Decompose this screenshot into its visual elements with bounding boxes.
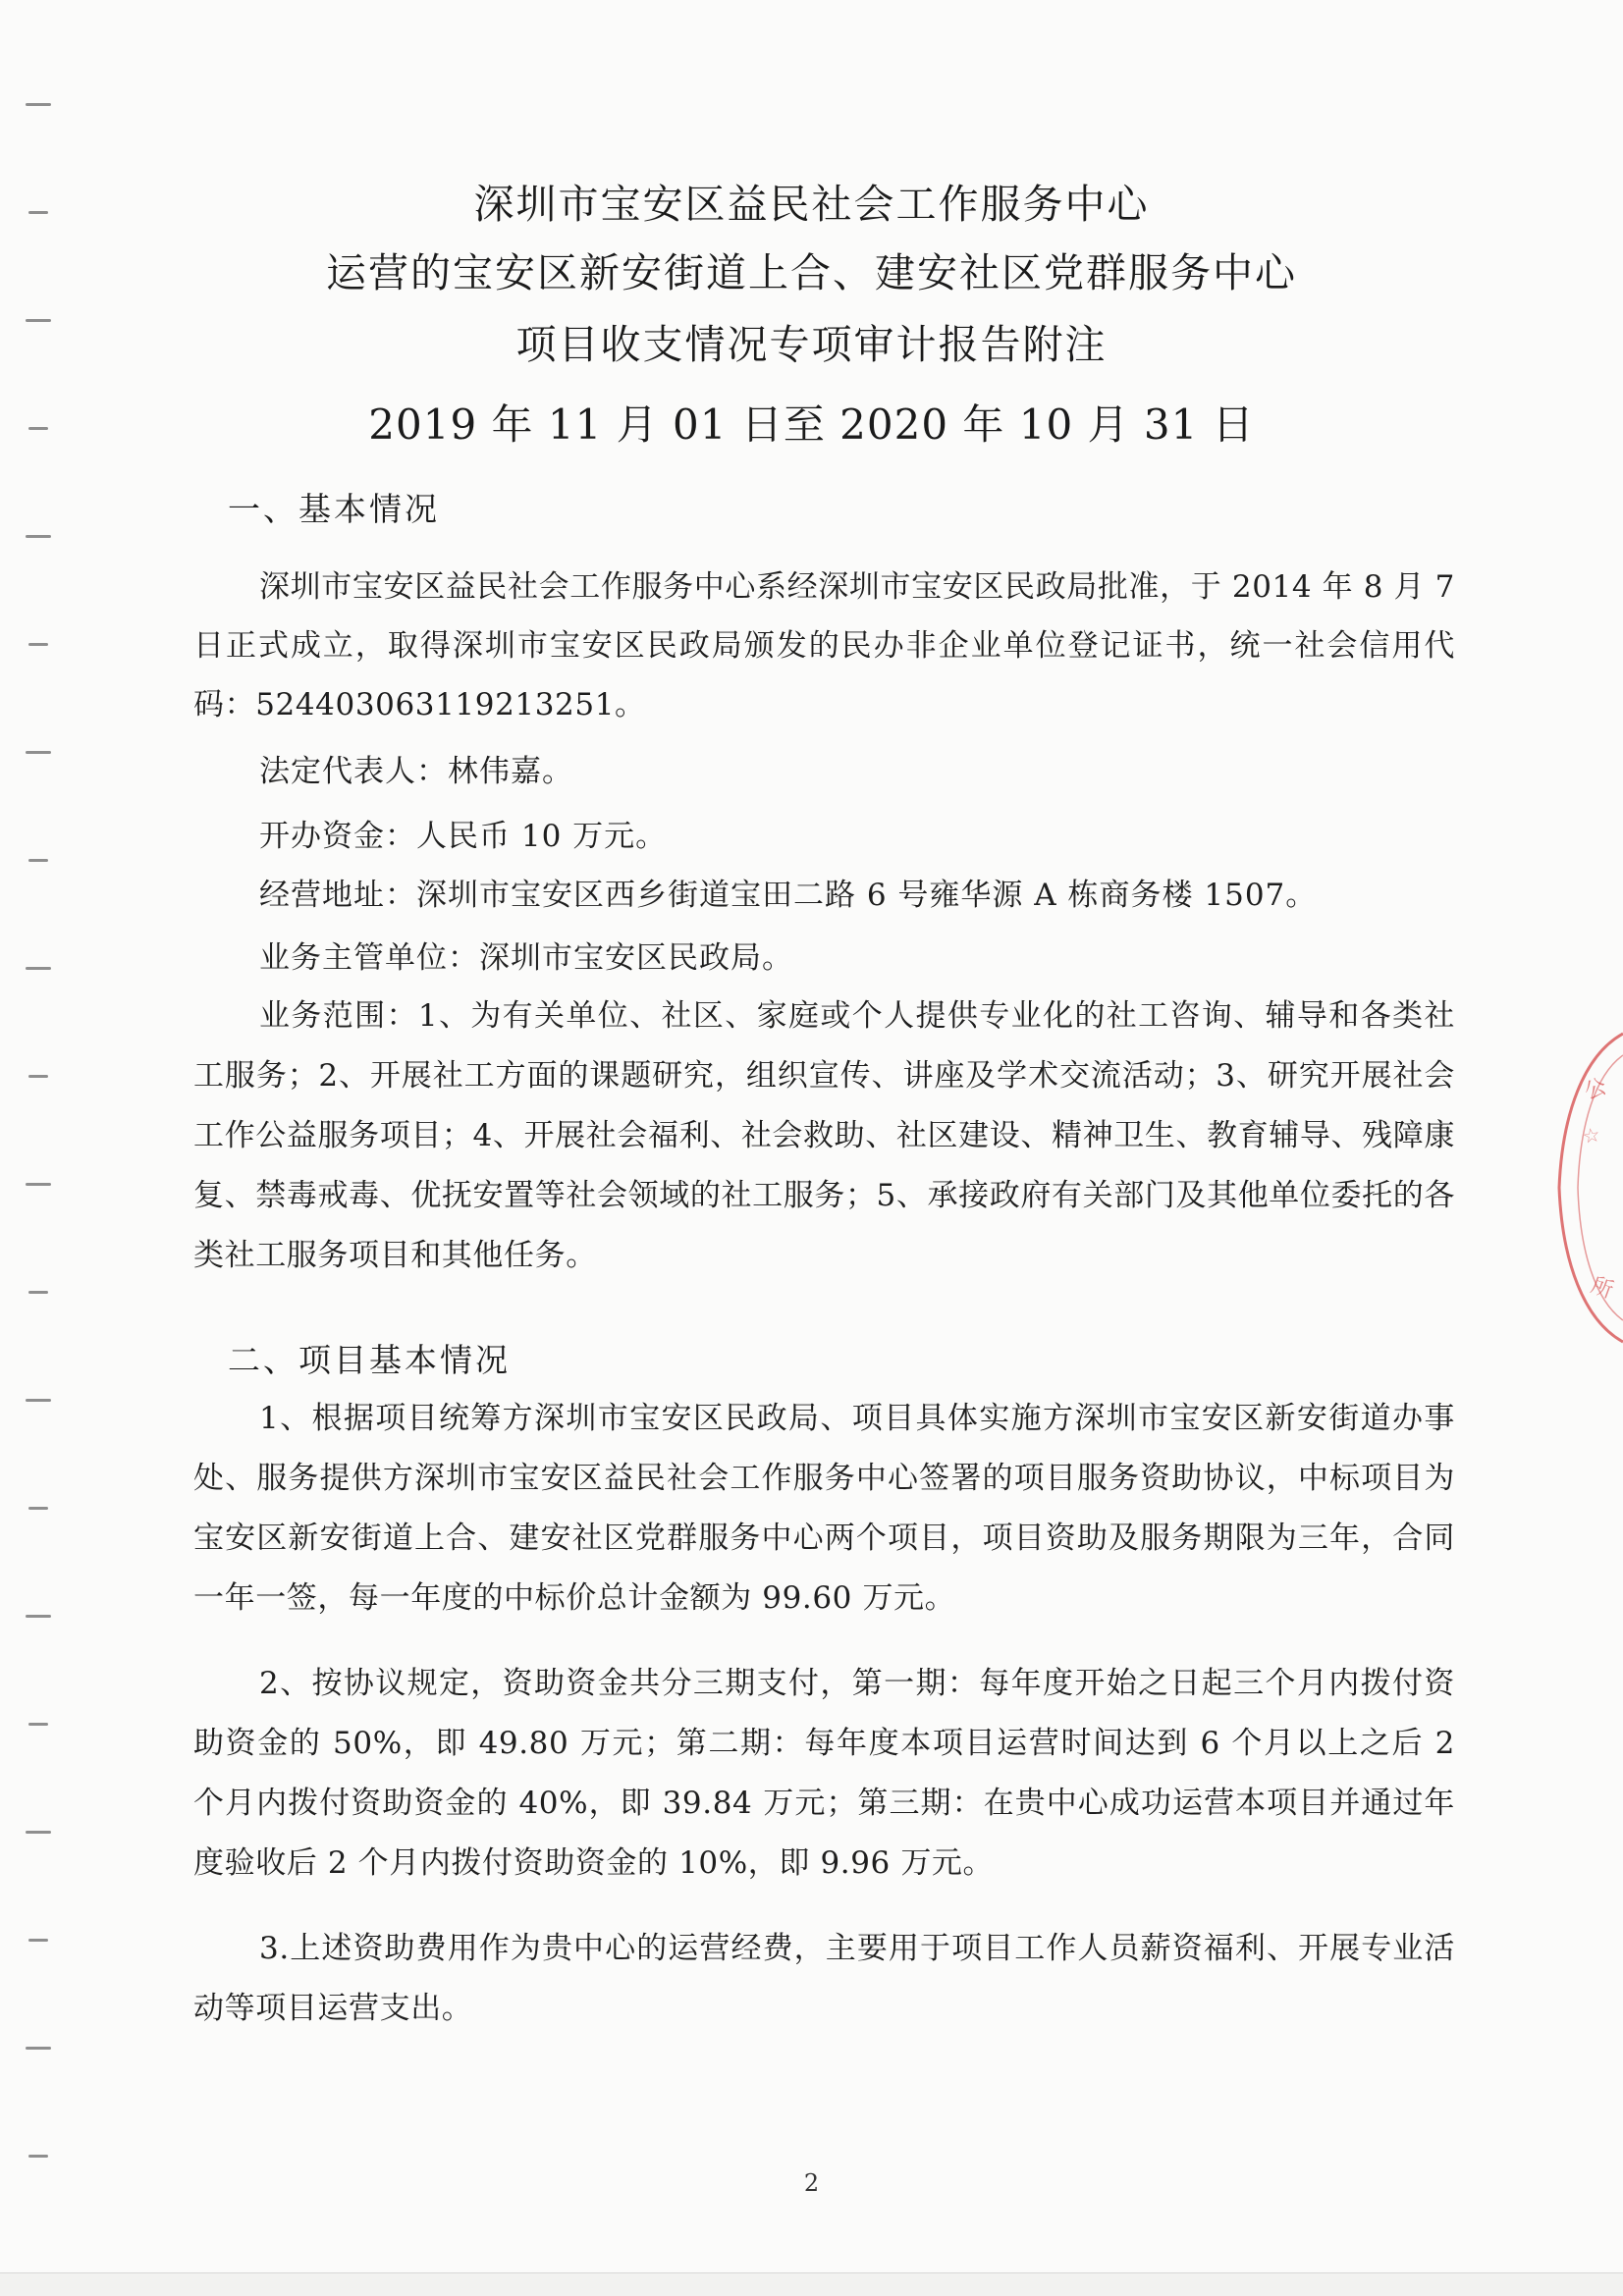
binding-mark: [28, 859, 48, 862]
binding-mark: [26, 103, 51, 106]
binding-mark: [26, 1831, 51, 1834]
binding-mark: [28, 1723, 48, 1726]
binding-mark: [26, 2047, 51, 2050]
report-period: 2019 年 11 月 01 日至 2020 年 10 月 31 日: [368, 400, 1255, 449]
business-scope-paragraph: 业务范围：1、为有关单位、社区、家庭或个人提供专业化的社工咨询、辅导和各类社工服务；2、开展社工方面的课题研究，组织宣传、讲座及学术交流活动；3、研究开展社会工作公益服务项目；4、开展社会福利、社会救助、社区建设、精神卫生、教育辅导、残障康复、禁毒戒毒、优抚安置等社会领域的社工服务；5、承接政府有关部门及其他单位委托的各类社工服务项目和其他任务。: [193, 998, 1455, 1273]
binding-mark: [28, 1291, 48, 1294]
binding-mark: [26, 535, 51, 538]
page-number: 2: [803, 2169, 820, 2197]
svg-text:所: 所: [1587, 1273, 1617, 1305]
project-item-3: 3.上述资助费用作为贵中心的运营经费，主要用于项目工作人员薪资福利、开展专业活动等项目运营支出。: [193, 1931, 1455, 2026]
svg-text:☆: ☆: [1580, 1122, 1602, 1148]
org-paragraph: 深圳市宝安区益民社会工作服务中心系经深圳市宝安区民政局批准，于 2014 年 8 月 7 日正式成立，取得深圳市宝安区民政局颁发的民办非企业单位登记证书，统一社会信用代码：524403063119213251。: [193, 569, 1455, 722]
section-heading-basic: 一、基本情况: [228, 490, 440, 528]
binding-mark: [28, 643, 48, 646]
binding-mark: [28, 1075, 48, 1078]
binding-mark: [28, 1507, 48, 1510]
binding-mark: [26, 967, 51, 970]
section-heading-project: 二、项目基本情况: [228, 1341, 511, 1379]
project-item-2: 2、按协议规定，资助资金共分三期支付，第一期：每年度开始之日起三个月内拨付资助资金的 50%，即 49.80 万元；第二期：每年度本项目运营时间达到 6 个月以上之后 2 个月内拨付资助资金的 40%，即 39.84 万元；第三期：在贵中心成功运营本项目并通过年度验收后 2 个月内拨付资助资金的 10%，即 9.96 万元。: [193, 1666, 1455, 1881]
binding-mark: [26, 1399, 51, 1402]
binding-mark: [28, 2155, 48, 2158]
binding-mark: [26, 1183, 51, 1186]
binding-mark: [26, 1615, 51, 1618]
project-item-1: 1、根据项目统筹方深圳市宝安区民政局、项目具体实施方深圳市宝安区新安街道办事处、服务提供方深圳市宝安区益民社会工作服务中心签署的项目服务资助协议，中标项目为宝安区新安街道上合、建安社区党群服务中心两个项目，项目资助及服务期限为三年，合同一年一签，每一年度的中标价总计金额为 99.60 万元。: [193, 1401, 1455, 1616]
svg-text:公: 公: [1581, 1074, 1610, 1105]
supervising-unit: 业务主管单位：深圳市宝安区民政局。: [259, 940, 793, 976]
report-title-line-1: 深圳市宝安区益民社会工作服务中心: [473, 181, 1150, 228]
red-seal-fragment: [1544, 1026, 1623, 1350]
binding-mark: [28, 1939, 48, 1942]
binding-mark: [26, 751, 51, 754]
scan-bottom-edge: [0, 2272, 1623, 2296]
legal-representative: 法定代表人：林伟嘉。: [259, 754, 573, 789]
business-address: 经营地址：深圳市宝安区西乡街道宝田二路 6 号雍华源 A 栋商务楼 1507。: [259, 878, 1318, 913]
report-title-line-2: 运营的宝安区新安街道上合、建安社区党群服务中心: [326, 249, 1297, 296]
report-title-line-3: 项目收支情况专项审计报告附注: [515, 321, 1108, 368]
registered-capital: 开办资金：人民币 10 万元。: [259, 819, 668, 854]
